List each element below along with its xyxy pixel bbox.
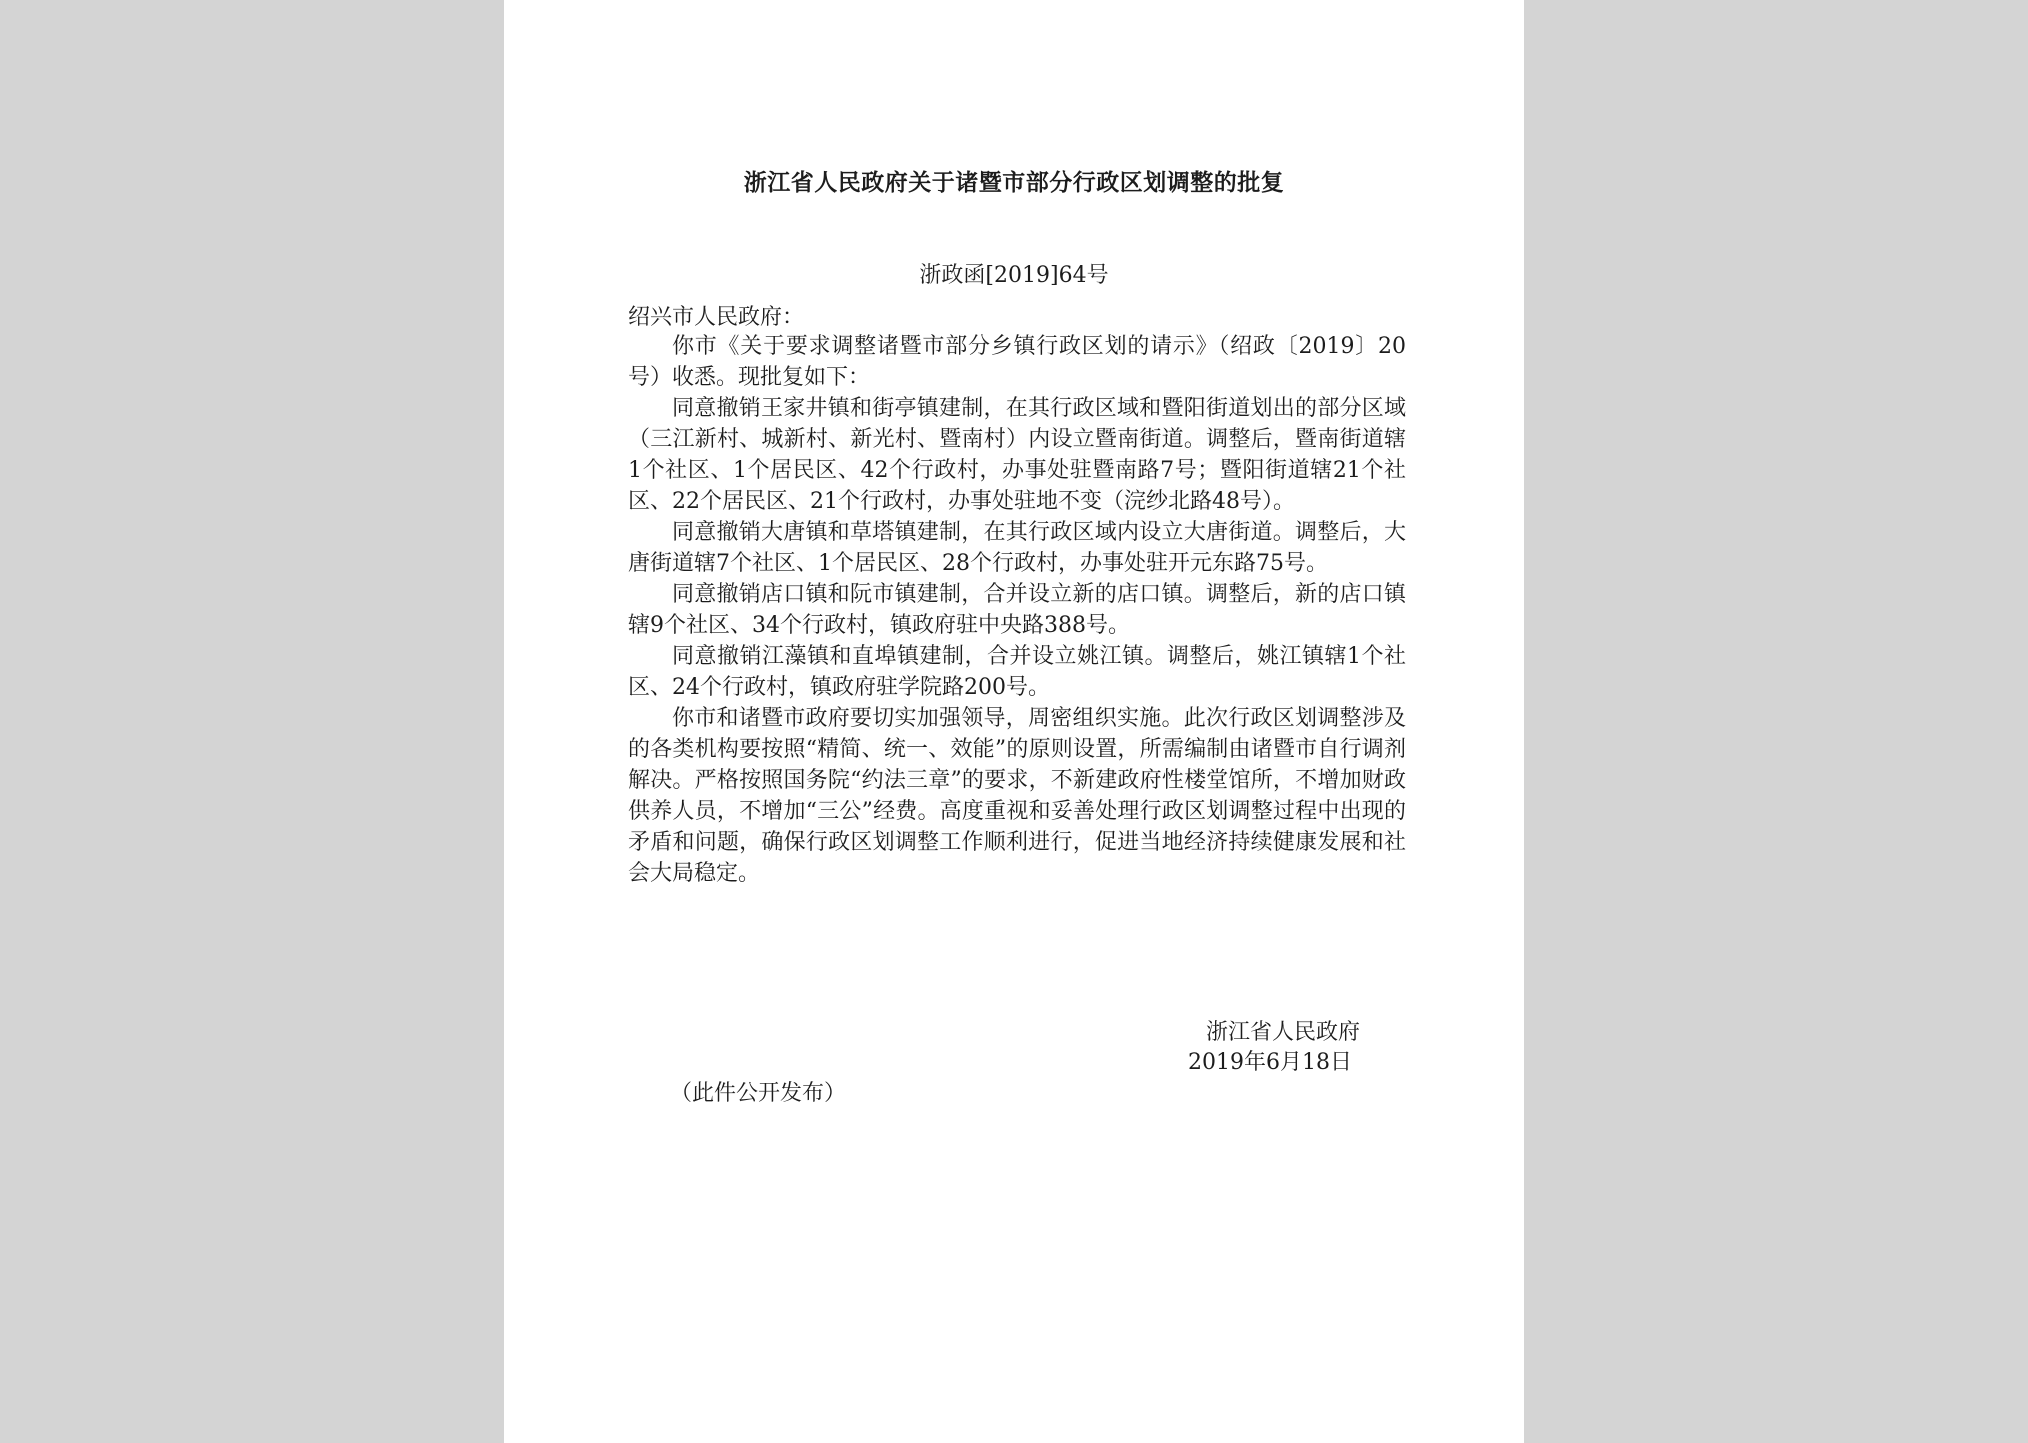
document-number: 浙政函[2019]64号 bbox=[919, 263, 1109, 288]
addressee: 绍兴市人民政府： bbox=[628, 305, 805, 330]
paragraph: 同意撤销大唐镇和草塔镇建制，在其行政区域内设立大唐街道。调整后，大唐街道辖7个社区、1个居民区、28个行政村，办事处驻开元东路75号。 bbox=[628, 520, 1406, 576]
signature-date: 2019年6月18日 bbox=[1188, 1050, 1352, 1075]
publication-note: （此件公开发布） bbox=[670, 1081, 847, 1106]
paragraph: 你市《关于要求调整诸暨市部分乡镇行政区划的请示》（绍政〔2019〕20号）收悉。现批复如下： bbox=[628, 334, 1406, 390]
paragraph: 同意撤销江藻镇和直埠镇建制，合并设立姚江镇。调整后，姚江镇辖1个社区、24个行政村，镇政府驻学院路200号。 bbox=[628, 644, 1406, 700]
document-page bbox=[504, 0, 1524, 1443]
document-title: 浙江省人民政府关于诸暨市部分行政区划调整的批复 bbox=[743, 169, 1285, 196]
paragraph: 同意撤销王家井镇和街亭镇建制，在其行政区域和暨阳街道划出的部分区域（三江新村、城新村、新光村、暨南村）内设立暨南街道。调整后，暨南街道辖1个社区、1个居民区、42个行政村，办事处驻暨南路7号；暨阳街道辖21个社区、22个居民区、21个行政村，办事处驻地不变（浣纱北路48号）。 bbox=[628, 396, 1406, 514]
paragraph: 同意撤销店口镇和阮市镇建制，合并设立新的店口镇。调整后，新的店口镇辖9个社区、34个行政村，镇政府驻中央路388号。 bbox=[628, 582, 1406, 638]
signer: 浙江省人民政府 bbox=[1206, 1020, 1361, 1045]
document-body bbox=[628, 331, 1406, 889]
paragraph: 你市和诸暨市政府要切实加强领导，周密组织实施。此次行政区划调整涉及的各类机构要按照“精简、统一、效能”的原则设置，所需编制由诸暨市自行调剂解决。严格按照国务院“约法三章”的要求，不新建政府性楼堂馆所，不增加财政供养人员，不增加“三公”经费。高度重视和妥善处理行政区划调整过程中出现的矛盾和问题，确保行政区划调整工作顺利进行，促进当地经济持续健康发展和社会大局稳定。 bbox=[628, 706, 1406, 886]
